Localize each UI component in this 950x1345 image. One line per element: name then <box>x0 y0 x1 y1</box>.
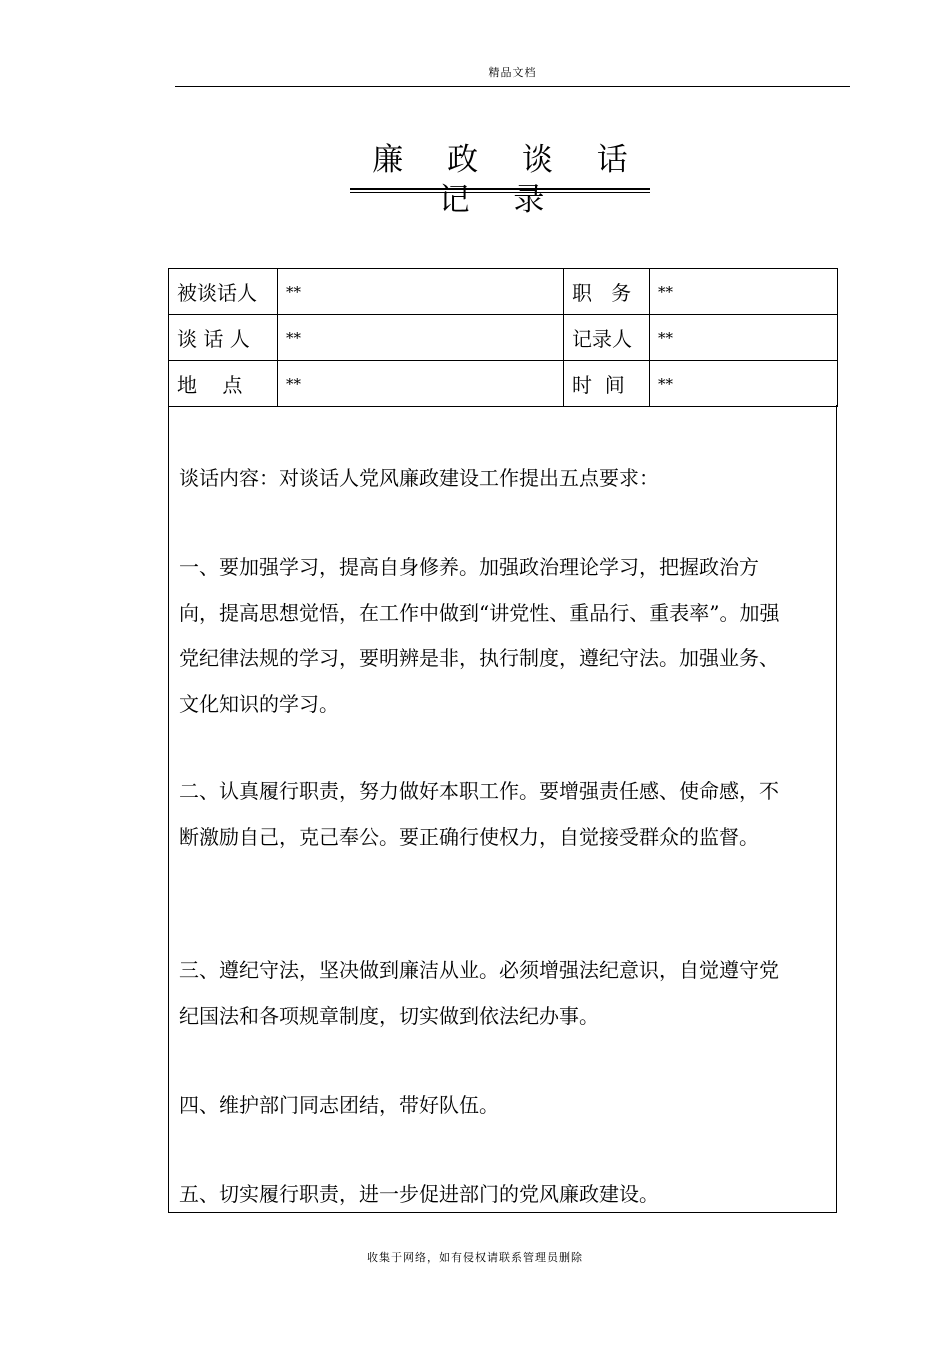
content-intro: 谈话内容：对谈话人党风廉政建设工作提出五点要求： <box>179 466 659 490</box>
location-label: 地 点 <box>169 361 278 407</box>
content-point-1: 一、要加强学习，提高自身修养。加强政治理论学习，把握政治方向，提高思想觉悟，在工作中做到“讲党性、重品行、重表率”。加强党纪律法规的学习，要明辨是非，执行制度，遵纪守法。加强业务、文化知识的学习。 <box>179 555 780 716</box>
header-text: 精品文档 <box>488 66 537 79</box>
table-row <box>169 315 838 361</box>
footer-text: 收集于网络，如有侵权请联系管理员删除 <box>367 1251 583 1264</box>
interviewer-value: ** <box>278 315 564 361</box>
table-row <box>169 269 838 315</box>
time-label: 时 间 <box>564 361 650 407</box>
content-point-4: 四、维护部门同志团结，带好队伍。 <box>179 1093 499 1117</box>
time-value: ** <box>650 361 838 407</box>
document-title: 廉 政 谈 话 记 录 <box>372 142 645 218</box>
recorder-label: 记录人 <box>564 315 650 361</box>
recorder-value: ** <box>650 315 838 361</box>
position-value: ** <box>650 269 838 315</box>
content-point-2: 二、认真履行职责，努力做好本职工作。要增强责任感、使命感，不断激励自己，克己奉公。要正确行使权力，自觉接受群众的监督。 <box>179 779 779 849</box>
info-table <box>168 268 838 407</box>
interviewer-label: 谈 话 人 <box>169 315 278 361</box>
table-row <box>169 361 838 407</box>
content-box <box>168 405 837 1213</box>
position-label: 职 务 <box>564 269 650 315</box>
interviewee-value: ** <box>278 269 564 315</box>
interviewee-label: 被谈话人 <box>169 269 278 315</box>
header-divider <box>175 86 850 87</box>
title-underline <box>350 188 650 193</box>
content-point-5: 五、切实履行职责，进一步促进部门的党风廉政建设。 <box>179 1182 659 1206</box>
content-point-3: 三、遵纪守法，坚决做到廉洁从业。必须增强法纪意识，自觉遵守党纪国法和各项规章制度，切实做到依法纪办事。 <box>179 958 779 1028</box>
location-value: ** <box>278 361 564 407</box>
